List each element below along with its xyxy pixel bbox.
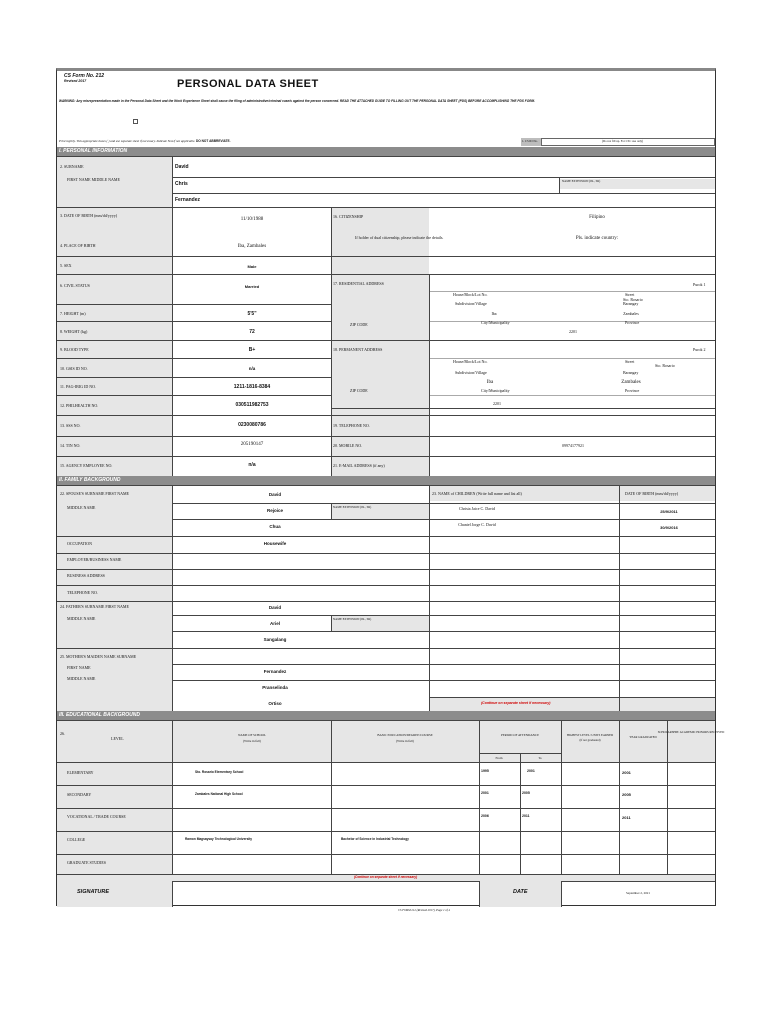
sss-value[interactable]: 0230080786 xyxy=(238,422,266,428)
date-value[interactable]: September 2, 2021 xyxy=(626,891,650,895)
residential-city[interactable]: Iba xyxy=(491,311,497,316)
pob-value[interactable]: Iba, Zambales xyxy=(237,244,267,249)
dob-value[interactable]: 11/10/1988 xyxy=(240,217,264,222)
page-footer-note: CS FORM 212 (Revised 2017), Page 1 of 4 xyxy=(398,908,450,912)
tin-value[interactable]: 205190147 xyxy=(240,442,264,447)
mother-middle-value[interactable]: Ortiso xyxy=(268,701,282,706)
edu-to-secondary[interactable]: 2005 xyxy=(522,791,530,795)
agency-no-label: 15. AGENCY EMPLOYEE NO. xyxy=(60,463,113,468)
spouse-first-value[interactable]: Rejoice xyxy=(266,508,284,513)
perm-street-label: Street xyxy=(625,359,635,364)
permanent-zip-label: ZIP CODE xyxy=(350,388,368,393)
education-number-label: 26. xyxy=(60,731,65,736)
occupation-label: OCCUPATION xyxy=(67,541,92,546)
edu-school-elementary[interactable]: Sto. Rosario Elementary School xyxy=(195,770,244,774)
philhealth-value[interactable]: 030511982753 xyxy=(235,402,269,408)
spouse-surname-value[interactable]: David xyxy=(268,492,282,497)
citizenship-value[interactable]: Filipino xyxy=(589,215,605,220)
mother-middle-label: MIDDLE NAME xyxy=(67,676,96,681)
residential-zip[interactable]: 2201 xyxy=(569,329,577,334)
city-label: City/Municipality xyxy=(481,320,510,325)
father-middle-label: MIDDLE NAME xyxy=(67,616,96,621)
surname-label: 2. SURNAME xyxy=(60,164,84,169)
permanent-zip[interactable]: 2201 xyxy=(493,401,501,406)
edu-from-vocational[interactable]: 2006 xyxy=(481,814,489,818)
period-label: PERIOD OF ATTENDANCE xyxy=(500,733,540,737)
mother-first-value[interactable]: Pranselinda xyxy=(262,685,288,690)
edu-to-elementary[interactable]: 2001 xyxy=(527,769,535,773)
pagibig-label: 11. PAG-IBIG ID NO. xyxy=(60,384,97,389)
sex-value[interactable]: Male xyxy=(247,264,257,269)
section-personal-header: I. PERSONAL INFORMATION xyxy=(57,147,715,156)
edu-school-secondary[interactable]: Zambales National High School xyxy=(195,792,243,796)
pob-label: 4. PLACE OF BIRTH xyxy=(60,243,96,248)
spouse-middle-value[interactable]: Chua xyxy=(269,524,281,529)
civil-status-value[interactable]: Married xyxy=(244,284,260,289)
print-note: Print legibly. Tick appropriate boxes ( ) and use separate sheet if necessary. Indicate N/A if not applicable. DO NOT ABBREVIATE. xyxy=(59,139,231,143)
child-2-dob[interactable]: 30/9/2016 xyxy=(660,525,678,530)
tin-label: 14. TIN NO. xyxy=(60,443,81,448)
year-graduated-label: YEAR GRADUATED xyxy=(629,735,657,739)
father-middle-value[interactable]: Sangalang xyxy=(263,637,287,642)
spouse-telephone-label: TELEPHONE NO. xyxy=(67,590,98,595)
edu-year-secondary[interactable]: 2005 xyxy=(622,792,631,797)
house-block-label: House/Block/Lot No. xyxy=(453,292,488,297)
edu-level-vocational: VOCATIONAL / TRADE COURSE xyxy=(67,814,126,819)
course-label: BASIC EDUCATION/DEGREE/COURSE xyxy=(377,733,433,737)
section-education-header: III. EDUCATIONAL BACKGROUND xyxy=(57,711,715,720)
honors-label: SCHOLARSHIP/ ACADEMIC HONORS RECEIVED xyxy=(657,730,725,734)
perm-barangay-label: Barangay xyxy=(623,370,639,375)
surname-value[interactable]: David xyxy=(175,164,189,170)
province-label: Province xyxy=(625,320,640,325)
form-revised: Revised 2017 xyxy=(64,79,87,83)
blood-type-label: 9. BLOOD TYPE xyxy=(60,347,89,352)
pagibig-value[interactable]: 1211-1816-8384 xyxy=(233,384,271,390)
edu-from-secondary[interactable]: 2001 xyxy=(481,791,489,795)
edu-year-vocational[interactable]: 2011 xyxy=(622,815,631,820)
children-label: 23. NAME of CHILDREN (Write full name and list all) xyxy=(432,491,522,496)
residential-address-label: 17. RESIDENTIAL ADDRESS xyxy=(333,281,384,286)
perm-house-label: House/Block/Lot No. xyxy=(453,359,488,364)
name-ext-label: NAME EXTENSION (JR., SR) xyxy=(562,179,601,183)
date-label: DATE xyxy=(513,889,528,895)
dual-citizenship-note: If holder of dual citizenship, please indicate the details. xyxy=(355,235,444,240)
children-dob-label: DATE OF BIRTH (mm/dd/yyyy) xyxy=(625,491,679,496)
gsis-label: 10. GSIS ID NO. xyxy=(60,366,88,371)
residential-purok[interactable]: Purok 1 xyxy=(693,282,706,287)
father-first-value[interactable]: Ariel xyxy=(269,621,281,626)
from-label: From xyxy=(495,756,503,760)
sss-label: 13. SSS NO. xyxy=(60,423,81,428)
mother-first-label: FIRST NAME xyxy=(67,665,91,670)
height-value[interactable]: 5'5" xyxy=(247,311,257,317)
residential-zip-label: ZIP CODE xyxy=(350,322,368,327)
weight-label: 8. WEIGHT (kg) xyxy=(60,329,88,334)
edu-level-elementary: ELEMENTARY xyxy=(67,770,94,775)
edu-course-college[interactable]: Bachelor of Science in Industrial Technology xyxy=(341,837,409,841)
level-label: LEVEL xyxy=(111,736,124,741)
mother-surname-value[interactable]: Fernandez xyxy=(263,669,287,674)
family-continue-note: (Continue on separate sheet if necessary) xyxy=(481,701,551,705)
spouse-occupation-value[interactable]: Housewife xyxy=(263,541,287,546)
cs-id-label: 1. CS ID No. xyxy=(522,139,538,143)
permanent-address-label: 18. PERMANENT ADDRESS xyxy=(333,347,383,352)
business-address-label: BUSINESS ADDRESS xyxy=(67,573,105,578)
mother-maiden-label: 25. MOTHER'S MAIDEN NAME SURNAME xyxy=(60,654,137,659)
permanent-purok[interactable]: Purok 2 xyxy=(693,347,706,352)
highest-level-note: (if not graduated) xyxy=(579,738,601,742)
agency-no-value[interactable]: n/a xyxy=(248,462,256,468)
sex-label: 5. SEX xyxy=(60,263,72,268)
mobile-value[interactable]: 09974177921 xyxy=(562,443,584,448)
father-name-ext-label: NAME EXTENSION (JR., SR) xyxy=(333,617,372,621)
employer-label: EMPLOYER/BUSINESS NAME xyxy=(67,557,122,562)
signature-label: SIGNATURE xyxy=(77,889,109,895)
edu-year-elementary[interactable]: 2001 xyxy=(622,770,631,775)
personal-data-sheet-form xyxy=(56,68,725,906)
perm-subdivision-label: Subdivision/Village xyxy=(455,370,487,375)
child-1-dob[interactable]: 25/9/2011 xyxy=(660,509,678,514)
edu-school-college[interactable]: Ramon Magsaysay Technological University xyxy=(185,837,253,841)
edu-from-elementary[interactable]: 1995 xyxy=(481,769,489,773)
permanent-street[interactable]: Sto. Rosario xyxy=(655,363,675,368)
country-note: Pls. indicate country: xyxy=(575,236,619,241)
blood-type-value[interactable]: B+ xyxy=(248,347,256,353)
school-name-label: NAME OF SCHOOL xyxy=(238,733,266,737)
father-surname-value[interactable]: David xyxy=(268,605,282,610)
warning-text: WARNING: Any misrepresentation made in the Personal Data Sheet and the Work Experience Sheet shall cause the filing of administrative/criminal case/s against the person concerned. READ THE ATTACHED GUIDE TO FILLING OUT THE PERSONAL DATA SHEET (PDS) BEFORE ACCOMPLISHING THE PDS FORM. xyxy=(59,99,536,103)
cs-id-note: (Do not fill up. For CSC use only) xyxy=(602,139,644,143)
school-name-note: (Write in full) xyxy=(243,739,261,743)
citizenship-label: 16. CITIZENSHIP xyxy=(333,214,364,219)
spouse-surname-label: 22. SPOUSE'S SURNAME FIRST NAME xyxy=(60,491,129,496)
to-label: To xyxy=(538,756,542,760)
street-label: Street xyxy=(625,292,635,297)
telephone-label: 19. TELEPHONE NO. xyxy=(333,423,370,428)
residential-street[interactable]: Sto. Rosario xyxy=(623,297,643,302)
perm-city-label: City/Municipality xyxy=(481,388,510,393)
barangay-label: Barangay xyxy=(623,301,639,306)
child-1-name[interactable]: Christa Jaice C. David xyxy=(459,506,495,511)
gsis-value[interactable]: n/a xyxy=(248,366,256,371)
edu-level-graduate: GRADUATE STUDIES xyxy=(67,860,106,865)
weight-value[interactable]: 72 xyxy=(249,329,255,335)
education-continue-note: (Continue on separate sheet if necessary) xyxy=(354,875,418,879)
philhealth-label: 12. PHILHEALTH NO. xyxy=(60,403,99,408)
edu-level-secondary: SECONDARY xyxy=(67,792,92,797)
email-label: 21. E-MAIL ADDRESS (if any) xyxy=(333,463,385,468)
height-label: 7. HEIGHT (m) xyxy=(60,311,86,316)
civil-status-label: 6. CIVIL STATUS xyxy=(60,283,90,288)
signature-field[interactable] xyxy=(173,882,478,906)
section-family-header: II. FAMILY BACKGROUND xyxy=(57,476,715,485)
edu-level-college: COLLEGE xyxy=(67,837,86,842)
spouse-name-ext-label: NAME EXTENSION (JR., SR) xyxy=(333,505,372,509)
first-middle-label: FIRST NAME MIDDLE NAME xyxy=(67,177,120,182)
perm-province-label: Province xyxy=(625,388,640,393)
course-note: (Write in full) xyxy=(396,739,414,743)
residential-province[interactable]: Zambales xyxy=(623,311,639,316)
spouse-middle-label: MIDDLE NAME xyxy=(67,505,96,510)
tick-box-sample xyxy=(133,119,138,124)
father-surname-label: 24. FATHER'S SURNAME FIRST NAME xyxy=(60,604,129,609)
edu-to-vocational[interactable]: 2011 xyxy=(522,814,530,818)
middle-name-value[interactable]: Fernandez xyxy=(175,197,201,203)
permanent-province[interactable]: Zambales xyxy=(621,380,641,385)
child-2-name[interactable]: Chaniel Jorge C. David xyxy=(458,522,496,527)
permanent-city[interactable]: Iba xyxy=(486,380,494,385)
mobile-label: 20. MOBILE NO. xyxy=(333,443,363,448)
subdivision-label: Subdivision/Village xyxy=(455,301,487,306)
first-name-value[interactable]: Chris xyxy=(175,181,188,187)
form-number: CS Form No. 212 xyxy=(64,73,105,79)
form-title: PERSONAL DATA SHEET xyxy=(177,78,319,90)
dob-label: 3. DATE OF BIRTH (mm/dd/yyyy) xyxy=(60,213,118,218)
highest-level-label: HIGHEST LEVEL/ UNITS EARNED xyxy=(566,733,614,737)
